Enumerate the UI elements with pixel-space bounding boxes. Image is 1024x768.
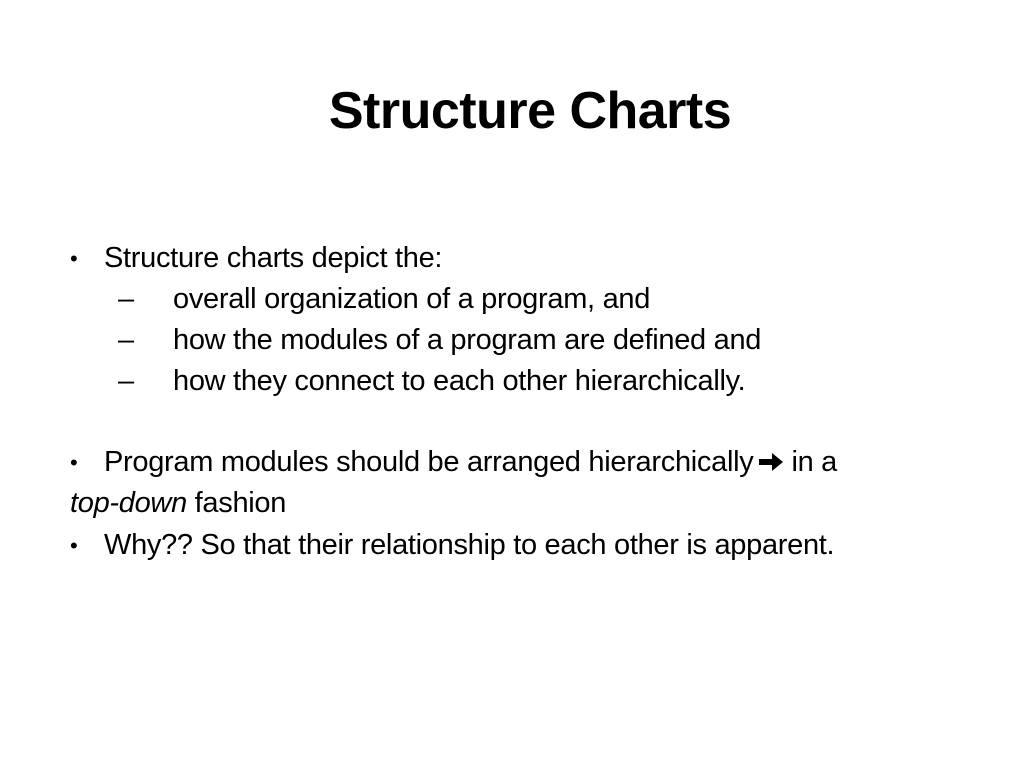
bullet-marker: • [70,533,78,558]
dash-marker: – [118,324,134,356]
slide-title: Structure Charts [328,82,732,140]
bullet-1-text: Structure charts depict the: [104,242,443,274]
bullet-2-text-end: in a [791,446,837,478]
sub-item-2: how the modules of a program are defined and [173,324,762,356]
sub-item-3: how they connect to each other hierarchically. [173,365,746,397]
emphasis-text: top-down [70,487,187,519]
bullet-2-text: Program modules should be arranged hierarchically [104,446,754,478]
bullet-marker: • [70,246,78,271]
bullet-2-line [104,442,837,482]
bullet-2-continuation [70,483,286,523]
continuation-text: fashion [186,487,287,519]
sub-item-1: overall organization of a program, and [173,283,651,315]
right-arrow-icon [757,451,785,473]
dash-marker: – [118,283,134,315]
bullet-3-text: Why?? So that their relationship to each other is apparent. [104,529,835,561]
dash-marker: – [118,365,134,397]
bullet-marker: • [70,450,78,475]
